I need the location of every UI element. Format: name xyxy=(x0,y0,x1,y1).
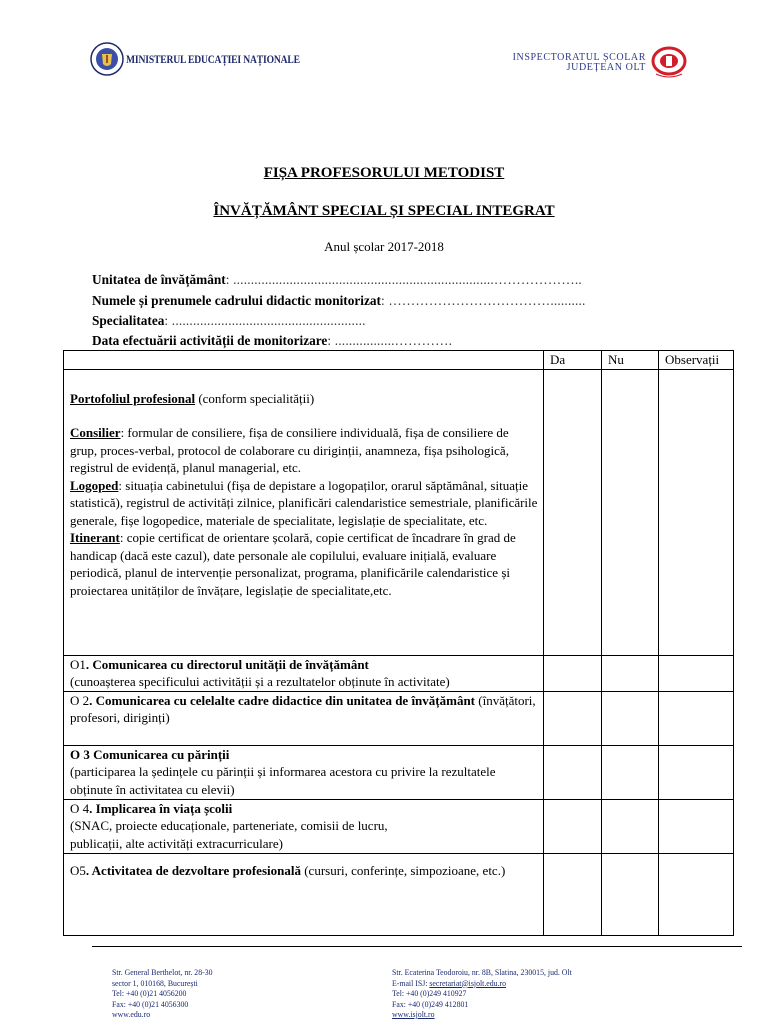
isj-name-line1: INSPECTORATUL ȘCOLAR xyxy=(512,52,646,63)
table-row-o5 xyxy=(64,853,734,935)
o1-code: O1 xyxy=(70,656,86,672)
footer-left-web: www.edu.ro xyxy=(112,1009,151,1019)
school-year: Anul școlar 2017-2018 xyxy=(324,239,444,254)
o4-note: (SNAC, proiecte educaționale, parteneriate, comisii de lucru, publicații, alte activități extracurriculare) xyxy=(70,818,388,851)
criteria-cell xyxy=(64,691,544,745)
field-specialitate xyxy=(92,313,366,329)
footer-right-tel: Tel: +40 (0)249 410927 xyxy=(392,988,467,998)
column-header-da: Da xyxy=(544,351,602,370)
footer-email-label: E-mail ISJ: xyxy=(392,977,430,988)
criteria-cell xyxy=(64,655,544,691)
ministry-header xyxy=(90,42,343,76)
isj-name-line2: JUDEȚEAN OLT xyxy=(566,62,646,73)
evaluation-table xyxy=(63,350,734,936)
nu-checkbox-cell[interactable] xyxy=(602,691,659,745)
table-row-portfolio xyxy=(64,369,734,655)
footer-divider xyxy=(92,946,742,947)
column-header-nu: Nu xyxy=(602,351,659,370)
o5-code: O5 xyxy=(70,862,86,878)
isj-header xyxy=(513,44,688,82)
footer-web-link[interactable]: www.isjolt.ro xyxy=(392,1009,435,1019)
observatii-cell[interactable] xyxy=(659,745,734,799)
o2-title: . Comunicarea cu celelalte cadre didactice din unitatea de învățământ xyxy=(89,692,476,708)
nu-checkbox-cell[interactable] xyxy=(602,799,659,853)
document-title: FIȘA PROFESORULUI METODIST xyxy=(263,165,505,181)
o3-note: (participarea la ședințele cu părinții și informarea acestora cu privire la rezultatele obținute în activitatea cu elevii) xyxy=(70,764,496,797)
o2-note: (învățători, profesori, diriginți) xyxy=(70,692,536,725)
table-row-o2 xyxy=(64,691,734,745)
footer-left-fax: Fax: +40 (0)21 4056300 xyxy=(112,998,189,1009)
logoped-text: : situația cabinetului (fișa de depistare a logopaților, orarul săptămânal, situație statistică), registrul de activități zilnice, planificări calendaristice semestriale, planificările generale, fișe logopedice, materiale de specialitate, legislație de specialitate, etc. xyxy=(70,477,538,528)
observatii-cell[interactable] xyxy=(659,799,734,853)
table-row-o1 xyxy=(64,655,734,691)
field-label: Data efectuării activității de monitorizare xyxy=(92,333,328,348)
portfolio-heading-note: (conform specialității) xyxy=(195,390,315,406)
da-checkbox-cell[interactable] xyxy=(544,853,602,935)
itinerant-text: : copie certificat de orientare școlară, copie certificat de încadrare în grad de handicap (dacă este cazul), date personale ale copilului, evaluare inițială, evaluare periodică, planul de intervenție personalizat, programa, planificările calendaristice și proiectarea unităților de învățare, legislație de specialitate,etc. xyxy=(70,530,516,598)
o4-title: . Implicarea în viața școlii xyxy=(89,800,233,816)
da-checkbox-cell[interactable] xyxy=(544,799,602,853)
field-nume xyxy=(92,293,586,309)
field-dots: : .................…………. xyxy=(327,333,453,348)
field-label: Specialitatea xyxy=(92,313,165,328)
field-dots: : ....................................................... xyxy=(164,313,366,328)
document-subtitle: ÎNVĂȚĂMÂNT SPECIAL ȘI SPECIAL INTEGRAT xyxy=(213,203,555,219)
observatii-cell[interactable] xyxy=(659,853,734,935)
consilier-text: : formular de consiliere, fișa de consiliere individuală, fișa de consiliere de grup, proces-verbal, protocol de colaborare cu diriginții, anamneza, fișa psihologică, registrul de evidență, planul managerial, etc. xyxy=(70,425,509,475)
table-header-row xyxy=(64,351,734,370)
itinerant-label: Itinerant xyxy=(70,530,120,545)
footer-left-sector: sector 1, 010168, București xyxy=(112,977,198,988)
observatii-cell[interactable] xyxy=(659,655,734,691)
criteria-cell xyxy=(64,799,544,853)
da-checkbox-cell[interactable] xyxy=(544,691,602,745)
ministry-name: MINISTERUL EDUCAȚIEI NAȚIONALE xyxy=(126,51,300,66)
portfolio-heading: Portofoliul profesional xyxy=(70,390,196,406)
table-row-o4 xyxy=(64,799,734,853)
observatii-cell[interactable] xyxy=(659,369,734,655)
footer-right-fax: Fax: +40 (0)249 412801 xyxy=(392,998,469,1009)
footer-left-tel: Tel: +40 (0)21 4056200 xyxy=(112,988,187,998)
da-checkbox-cell[interactable] xyxy=(544,745,602,799)
nu-checkbox-cell[interactable] xyxy=(602,369,659,655)
criteria-cell xyxy=(64,369,544,655)
field-label: Numele și prenumele cadrului didactic monitorizat xyxy=(92,293,381,308)
o1-note: (cunoașterea specificului activității și a rezultatelor obținute în activitate) xyxy=(70,674,450,689)
column-header-observatii: Observații xyxy=(659,351,734,370)
footer-left-address: Str. General Berthelot, nr. 28-30 xyxy=(112,967,213,977)
criteria-cell xyxy=(64,853,544,935)
o4-code: O 4 xyxy=(70,800,90,816)
field-data xyxy=(92,333,452,349)
observatii-cell[interactable] xyxy=(659,691,734,745)
o5-note: (cursuri, conferințe, simpozioane, etc.) xyxy=(300,862,506,878)
da-checkbox-cell[interactable] xyxy=(544,369,602,655)
table-row-o3 xyxy=(64,745,734,799)
footer-isj-contact xyxy=(392,967,572,1020)
nu-checkbox-cell[interactable] xyxy=(602,745,659,799)
field-label: Unitatea de învățământ xyxy=(92,272,226,287)
o2-code: O 2 xyxy=(70,692,90,708)
footer-email-link[interactable]: secretariat@isjolt.edu.ro xyxy=(429,977,507,988)
footer-ministry-contact xyxy=(112,967,213,1020)
consilier-label: Consilier xyxy=(70,425,121,440)
da-checkbox-cell[interactable] xyxy=(544,655,602,691)
nu-checkbox-cell[interactable] xyxy=(602,655,659,691)
criteria-cell xyxy=(64,745,544,799)
field-dots: : ..........................................................................……………….. xyxy=(225,272,582,287)
isj-logo-icon xyxy=(650,44,688,82)
field-dots: : ……………………………….......... xyxy=(380,293,586,308)
o5-title: . Activitatea de dezvoltare profesională xyxy=(85,862,301,878)
logoped-label: Logoped xyxy=(70,477,119,493)
footer-right-address: Str. Ecaterina Teodoroiu, nr. 8B, Slatina, 230015, jud. Olt xyxy=(392,967,572,977)
criteria-header-cell xyxy=(64,351,544,370)
nu-checkbox-cell[interactable] xyxy=(602,853,659,935)
o1-title: . Comunicarea cu directorul unității de învățământ xyxy=(85,656,369,672)
field-unitate xyxy=(92,272,582,288)
o3-title: O 3 Comunicarea cu părinții xyxy=(70,746,230,762)
romania-coat-of-arms-icon xyxy=(90,42,124,76)
